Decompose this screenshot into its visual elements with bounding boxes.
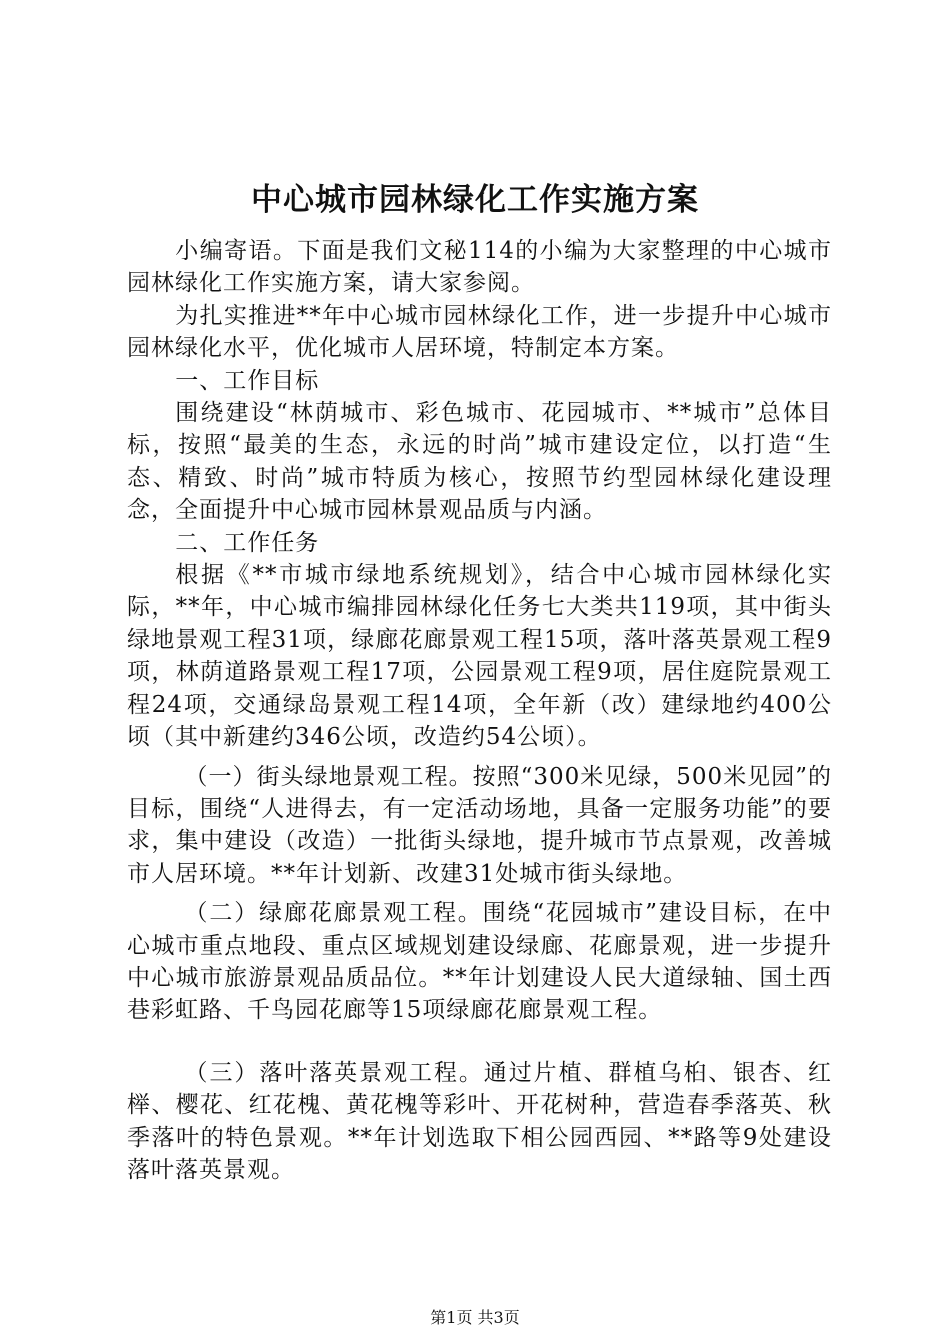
section-heading-goals: 一、工作目标 xyxy=(175,367,320,394)
paragraph-purpose: 为扎实推进**年中心城市园林绿化工作，进一步提升中心城市园林绿化水平，优化城市人居环境，特制定本方案。 xyxy=(127,302,832,362)
document-body xyxy=(127,235,832,1186)
paragraph-item-2: （二）绿廊花廊景观工程。围绕“花园城市”建设目标，在中心城市重点地段、重点区域规划建设绿廊、花廊景观，进一步提升中心城市旅游景观品质品位。**年计划建设人民大道绿轴、国土西巷彩虹路、千鸟园花廊等15项绿廊花廊景观工程。 xyxy=(127,900,832,1024)
section-heading-tasks: 二、工作任务 xyxy=(175,529,320,556)
page-footer: 第1页 共3页 xyxy=(430,1308,520,1327)
paragraph-item-1: （一）街头绿地景观工程。按照“300米见绿，500米见园”的目标，围绕“人进得去，有一定活动场地，具备一定服务功能”的要求，集中建设（改造）一批街头绿地，提升城市节点景观，改善城市人居环境。**年计划新、改建31处城市街头绿地。 xyxy=(127,763,832,887)
paragraph-goals: 围绕建设“林荫城市、彩色城市、花园城市、**城市”总体目标，按照“最美的生态，永远的时尚”城市建设定位，以打造“生态、精致、时尚”城市特质为核心，按照节约型园林绿化建设理念，全面提升中心城市园林景观品质与内涵。 xyxy=(127,400,832,524)
paragraph-intro: 小编寄语。下面是我们文秘114的小编为大家整理的中心城市园林绿化工作实施方案，请大家参阅。 xyxy=(127,238,832,297)
paragraph-item-3: （三）落叶落英景观工程。通过片植、群植乌桕、银杏、红榉、樱花、红花槐、黄花槐等彩叶、开花树种，营造春季落英、秋季落叶的特色景观。**年计划选取下相公园西园、**路等9处建设落叶落英景观。 xyxy=(127,1059,832,1183)
paragraph-tasks: 根据《**市城市绿地系统规划》，结合中心城市园林绿化实际，**年，中心城市编排园林绿化任务七大类共119项，其中街头绿地景观工程31项，绿廊花廊景观工程15项，落叶落英景观工程9项，林荫道路景观工程17项，公园景观工程9项，居住庭院景观工程24项，交通绿岛景观工程14项，全年新（改）建绿地约400公顷（其中新建约346公顷，改造约54公顷）。 xyxy=(127,562,832,751)
document-title: 中心城市园林绿化工作实施方案 xyxy=(251,182,699,218)
